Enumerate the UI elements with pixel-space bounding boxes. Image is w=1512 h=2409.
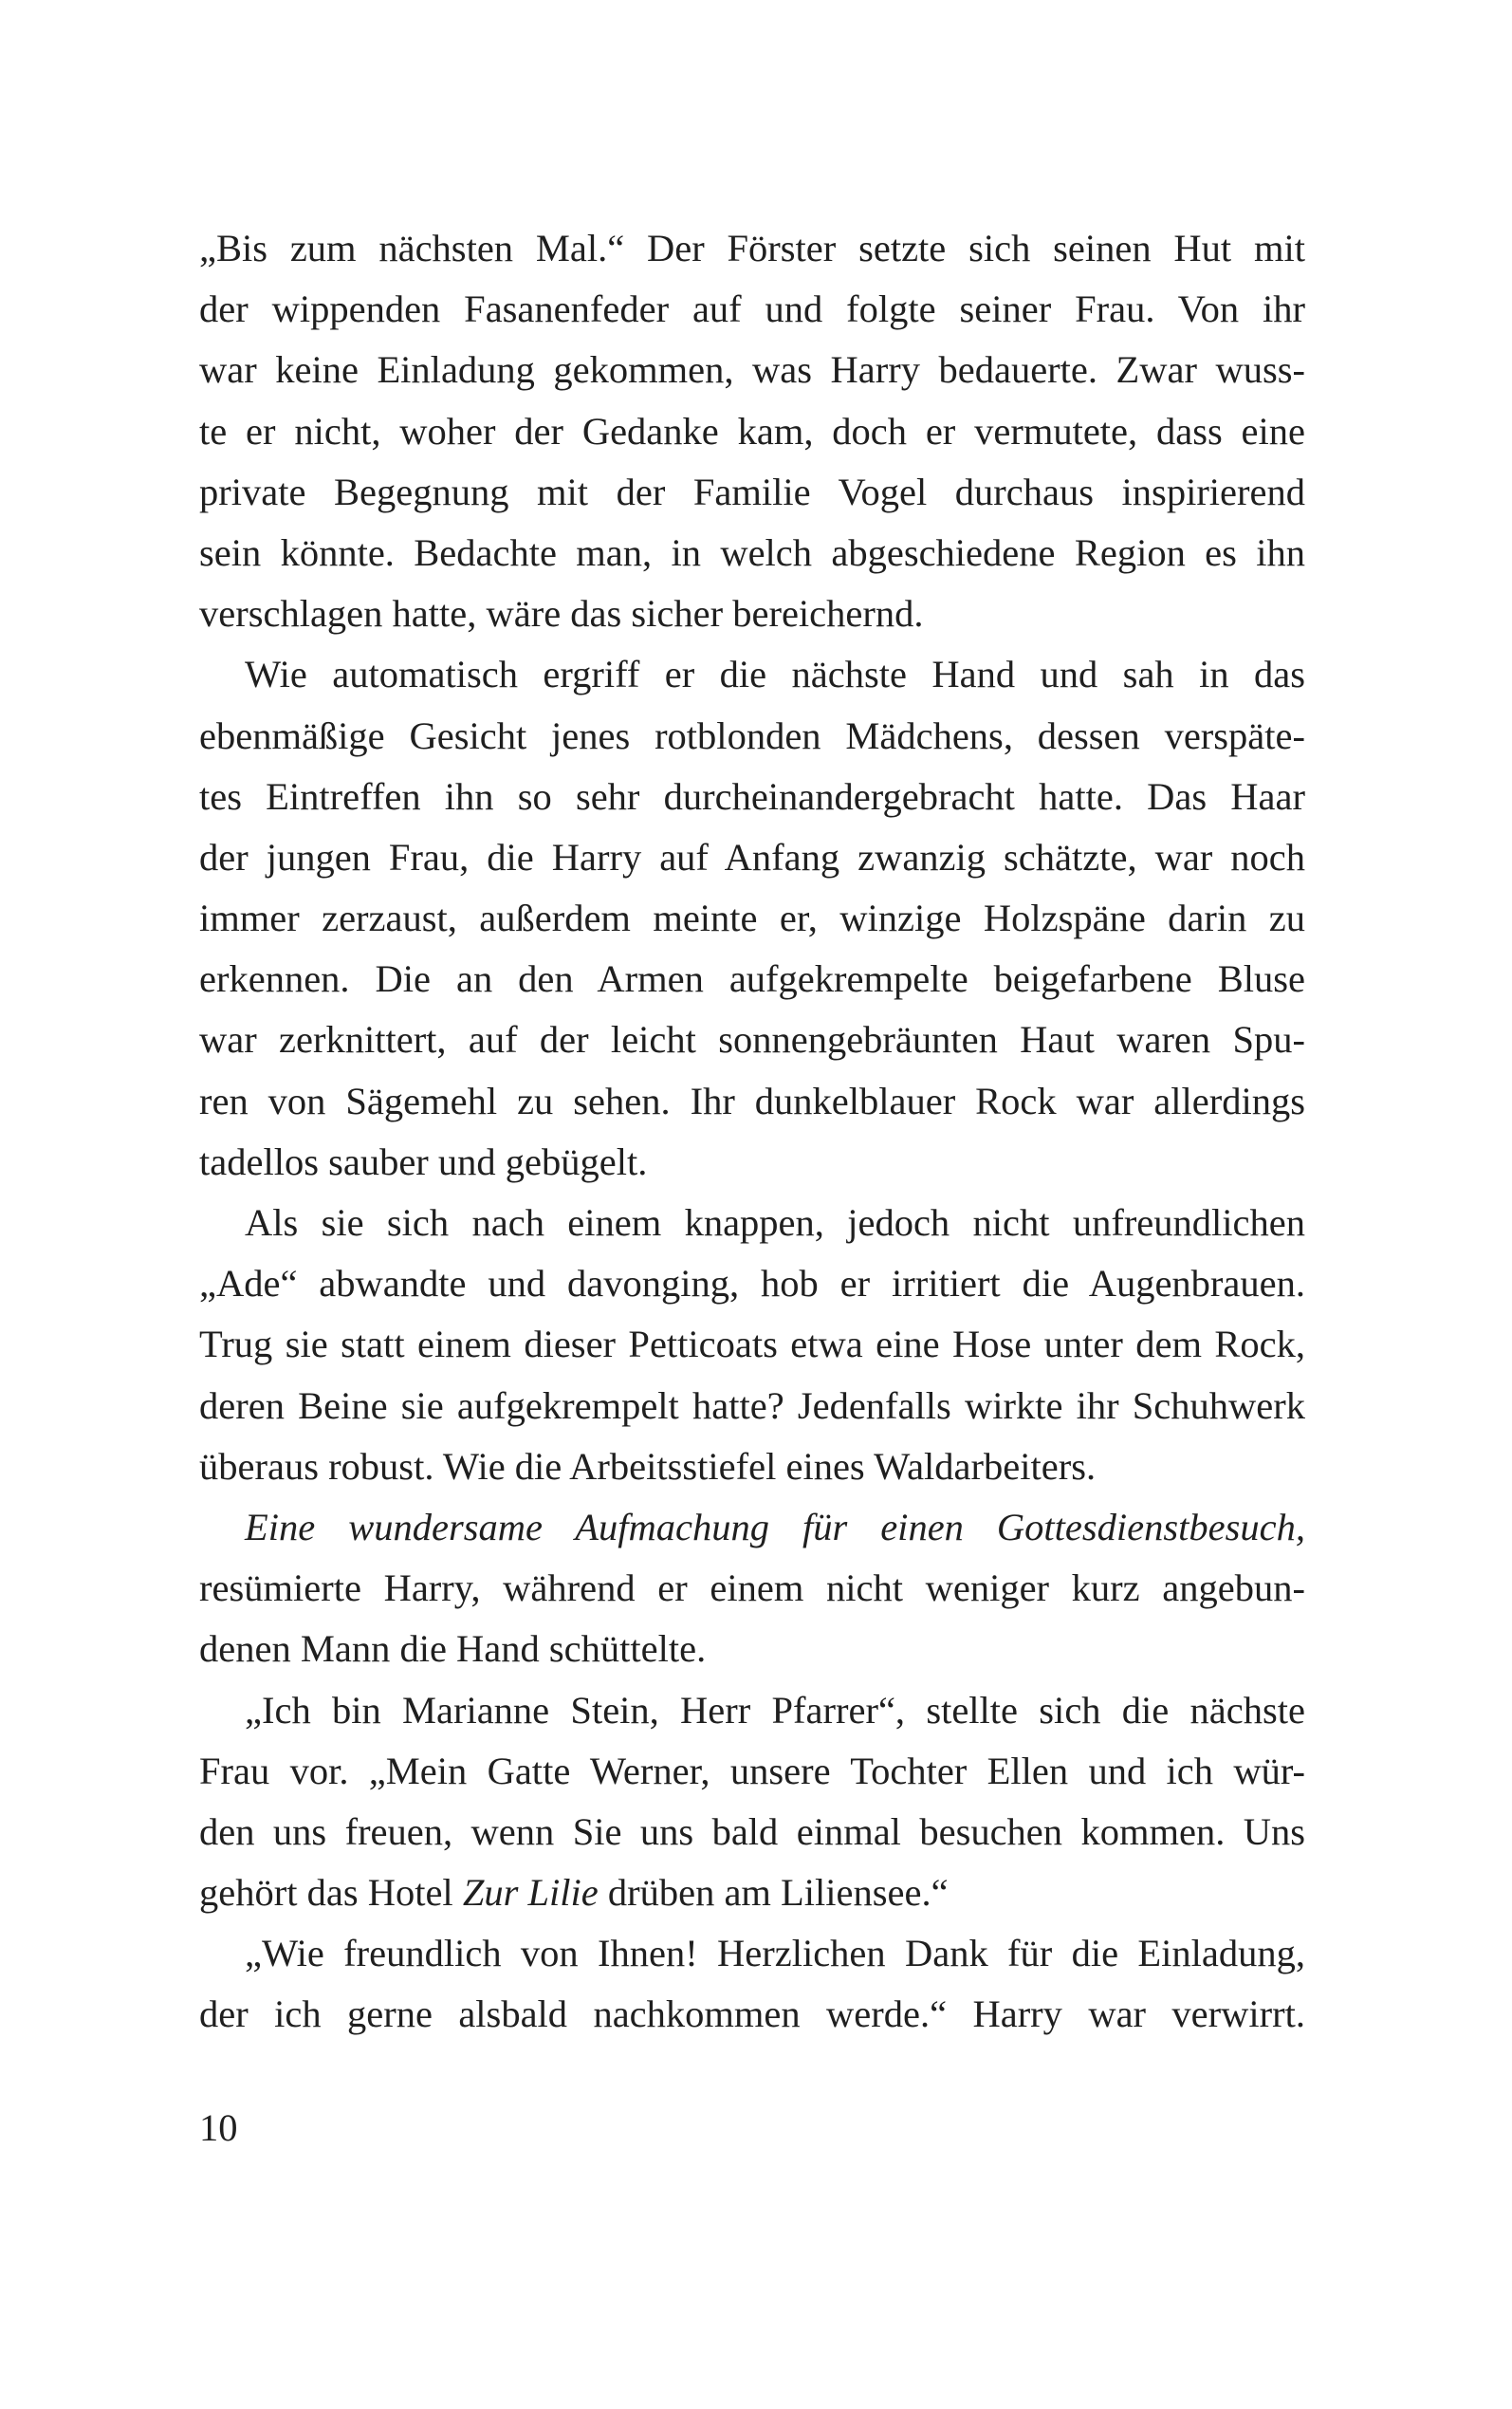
text-line: [199, 1862, 1305, 1923]
text-line: tes Eintreffen ihn so sehr durcheinandergebracht hatte. Das Haar: [199, 774, 1305, 818]
text-line: ebenmäßige Gesicht jenes rotblonden Mädchens, dessen verspäte-: [199, 713, 1305, 757]
text-line: ren von Sägemehl zu sehen. Ihr dunkelblauer Rock war allerdings: [199, 1079, 1305, 1122]
text-line: resümierte Harry, während er einem nicht weniger kurz angebun-: [199, 1566, 1305, 1610]
text-line: „Ich bin Marianne Stein, Herr Pfarrer“, stellte sich die nächste: [245, 1688, 1305, 1732]
paragraph: [199, 1680, 1305, 1924]
text-line: war zerknittert, auf der leicht sonnengebräunten Haut waren Spu-: [199, 1018, 1305, 1062]
text-line: immer zerzaust, außerdem meinte er, winzige Holzspäne darin zu: [199, 897, 1305, 940]
text-line: [199, 1497, 1305, 1558]
text-line: tadellos sauber und gebügelt.: [199, 1140, 648, 1183]
text-line: „Wie freundlich von Ihnen! Herzlichen Dank für die Einladung,: [245, 1932, 1305, 1975]
text-line: Frau vor. „Mein Gatte Werner, unsere Tochter Ellen und ich wür-: [199, 1749, 1305, 1792]
text-line: Trug sie statt einem dieser Petticoats etwa eine Hose unter dem Rock,: [199, 1323, 1305, 1366]
text-line: war keine Einladung gekommen, was Harry bedauerte. Zwar wuss-: [199, 348, 1305, 392]
italic-thought: Eine wundersame Aufmachung für einen Gottesdienstbesuch,: [245, 1505, 1305, 1548]
text-line: Wie automatisch ergriff er die nächste Hand und sah in das: [245, 653, 1305, 696]
text-line: überaus robust. Wie die Arbeitsstiefel eines Waldarbeiters.: [199, 1444, 1097, 1488]
text-line: der jungen Frau, die Harry auf Anfang zwanzig schätzte, war noch: [199, 835, 1305, 879]
text-line: „Ade“ abwandte und davonging, hob er irritiert die Augenbrauen.: [199, 1262, 1305, 1306]
hotel-name: Zur Lilie: [462, 1871, 599, 1915]
text-line: te er nicht, woher der Gedanke kam, doch er vermutete, dass eine: [199, 409, 1305, 453]
text-line: deren Beine sie aufgekrempelt hatte? Jedenfalls wirkte ihr Schuhwerk: [199, 1383, 1305, 1427]
text-line: der ich gerne alsbald nachkommen werde.“ Harry war verwirrt.: [199, 1992, 1305, 2036]
text-line: Als sie sich nach einem knappen, jedoch nicht unfreundlichen: [245, 1201, 1305, 1244]
text-line: denen Mann die Hand schüttelte.: [199, 1627, 707, 1671]
paragraph: [199, 218, 1305, 644]
body-text: [199, 218, 1305, 2046]
text-fragment: gehört das Hotel: [199, 1871, 463, 1915]
text-line: erkennen. Die an den Armen aufgekrempelte beigefarbene Bluse: [199, 957, 1305, 1001]
text-fragment: drüben am Liliensee.“: [598, 1871, 949, 1915]
text-line: private Begegnung mit der Familie Vogel durchaus inspirierend: [199, 470, 1305, 513]
page-number: 10: [199, 2106, 238, 2149]
paragraph: [199, 1923, 1305, 2045]
paragraph: [199, 644, 1305, 1193]
text-line: den uns freuen, wenn Sie uns bald einmal besuchen kommen. Uns: [199, 1809, 1305, 1853]
text-line: der wippenden Fasanenfeder auf und folgte seiner Frau. Von ihr: [199, 287, 1305, 331]
text-line: „Bis zum nächsten Mal.“ Der Förster setzte sich seinen Hut mit: [199, 227, 1305, 269]
text-line: verschlagen hatte, wäre das sicher bereichernd.: [199, 592, 924, 636]
text-line: sein könnte. Bedachte man, in welch abgeschiedene Region es ihn: [199, 530, 1305, 574]
paragraph: [199, 1497, 1305, 1680]
paragraph: [199, 1193, 1305, 1497]
